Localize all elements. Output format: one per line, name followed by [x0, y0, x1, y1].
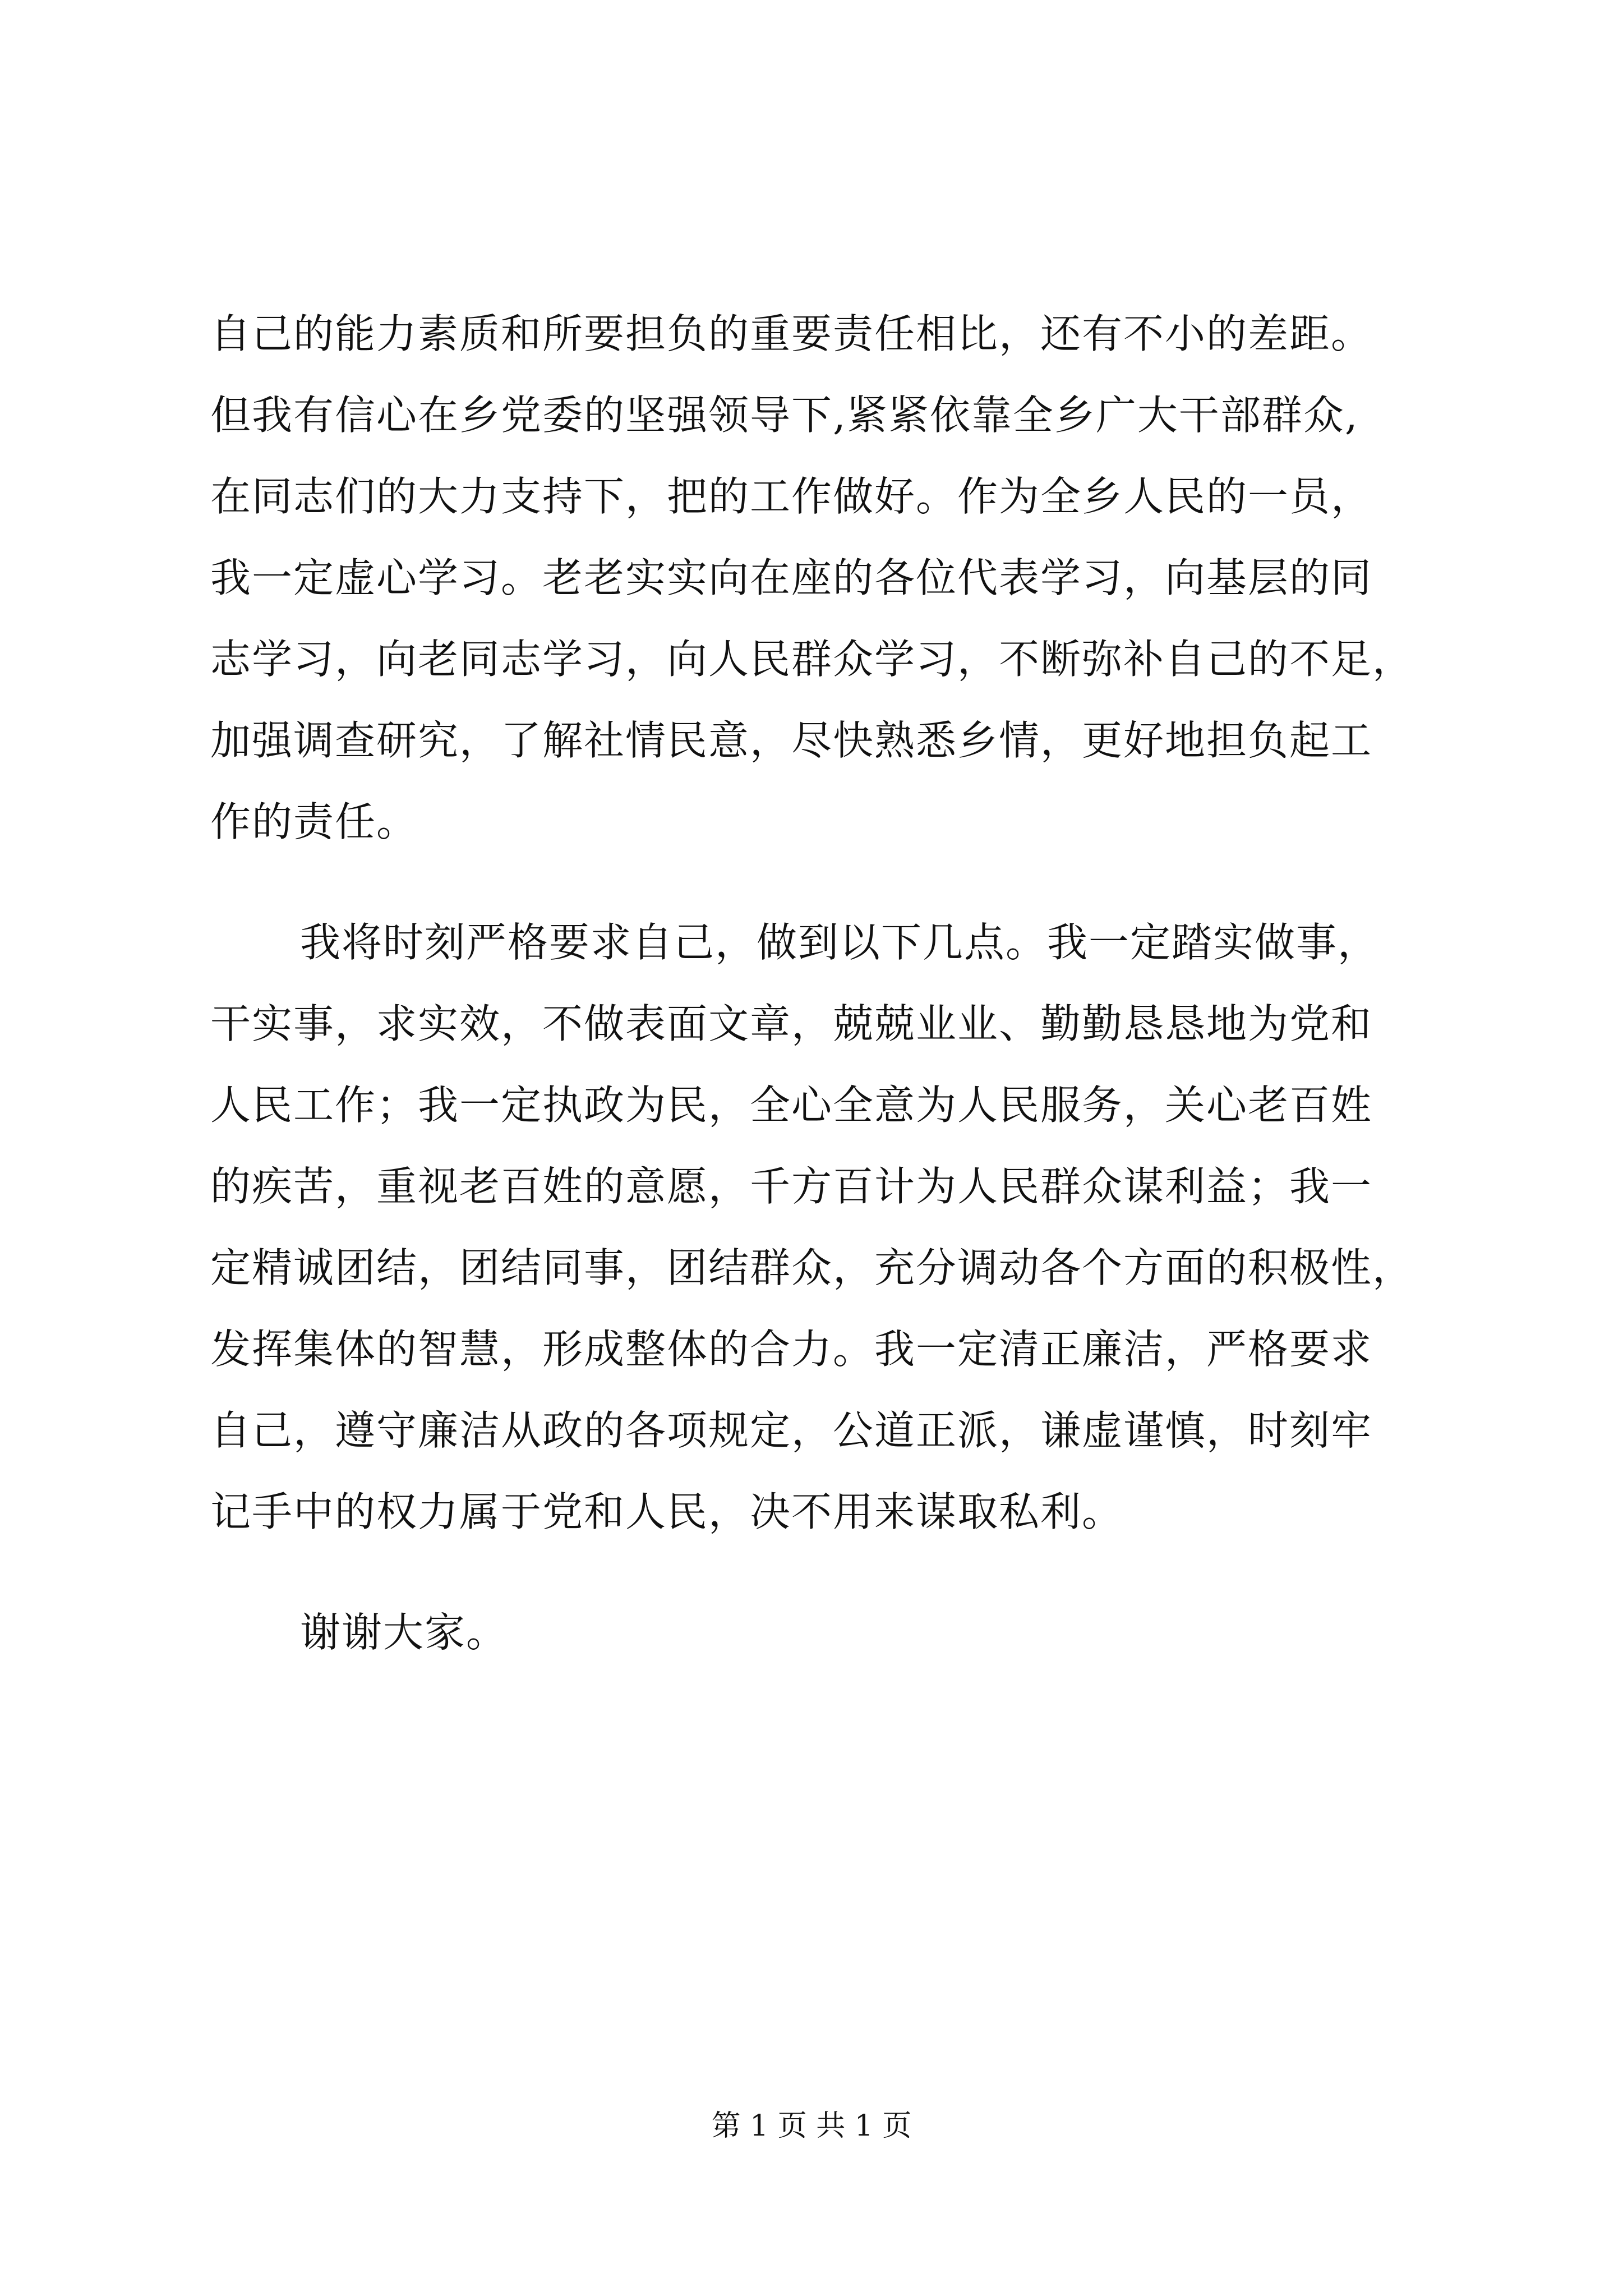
- paragraph-2-line-6: 发挥集体的智慧，形成整体的合力。我一定清正廉洁，严格要求: [210, 1326, 1373, 1373]
- paragraph-1-line-5: 志学习，向老同志学习，向人民群众学习，不断弥补自己的不足，: [210, 636, 1414, 683]
- paragraph-2-line-1: 我将时刻严格要求自己，做到以下几点。我一定踏实做事，: [300, 919, 1380, 966]
- paragraph-2-line-2: 干实事，求实效，不做表面文章，兢兢业业、勤勤恳恳地为党和: [210, 1000, 1373, 1047]
- paragraph-1-line-6: 加强调查研究，了解社情民意，尽快熟悉乡情，更好地担负起工: [210, 717, 1373, 764]
- paragraph-3-line-1: 谢谢大家。: [300, 1609, 508, 1656]
- paragraph-2-line-7: 自己，遵守廉洁从政的各项规定，公道正派，谦虚谨慎，时刻牢: [210, 1407, 1373, 1454]
- paragraph-2-line-5: 定精诚团结，团结同事，团结群众，充分调动各个方面的积极性，: [210, 1244, 1414, 1291]
- paragraph-2-line-3: 人民工作；我一定执政为民，全心全意为人民服务，关心老百姓: [210, 1082, 1373, 1129]
- paragraph-2-line-8: 记手中的权力属于党和人民，决不用来谋取私利。: [210, 1488, 1124, 1535]
- paragraph-1-line-4: 我一定虚心学习。老老实实向在座的各位代表学习，向基层的同: [210, 554, 1373, 601]
- paragraph-2-line-4: 的疾苦，重视老百姓的意愿，千方百计为人民群众谋利益；我一: [210, 1163, 1373, 1210]
- paragraph-1-line-1: 自己的能力素质和所要担负的重要责任相比，还有不小的差距。: [210, 310, 1373, 357]
- paragraph-1-line-2: 但我有信心在乡党委的坚强领导下,紧紧依靠全乡广大干部群众,: [210, 392, 1359, 439]
- paragraph-1-line-7: 作的责任。: [210, 798, 418, 845]
- page-number-footer: 第 1 页 共 1 页: [711, 2109, 912, 2143]
- paragraph-1-line-3: 在同志们的大力支持下，把的工作做好。作为全乡人民的一员，: [210, 473, 1373, 520]
